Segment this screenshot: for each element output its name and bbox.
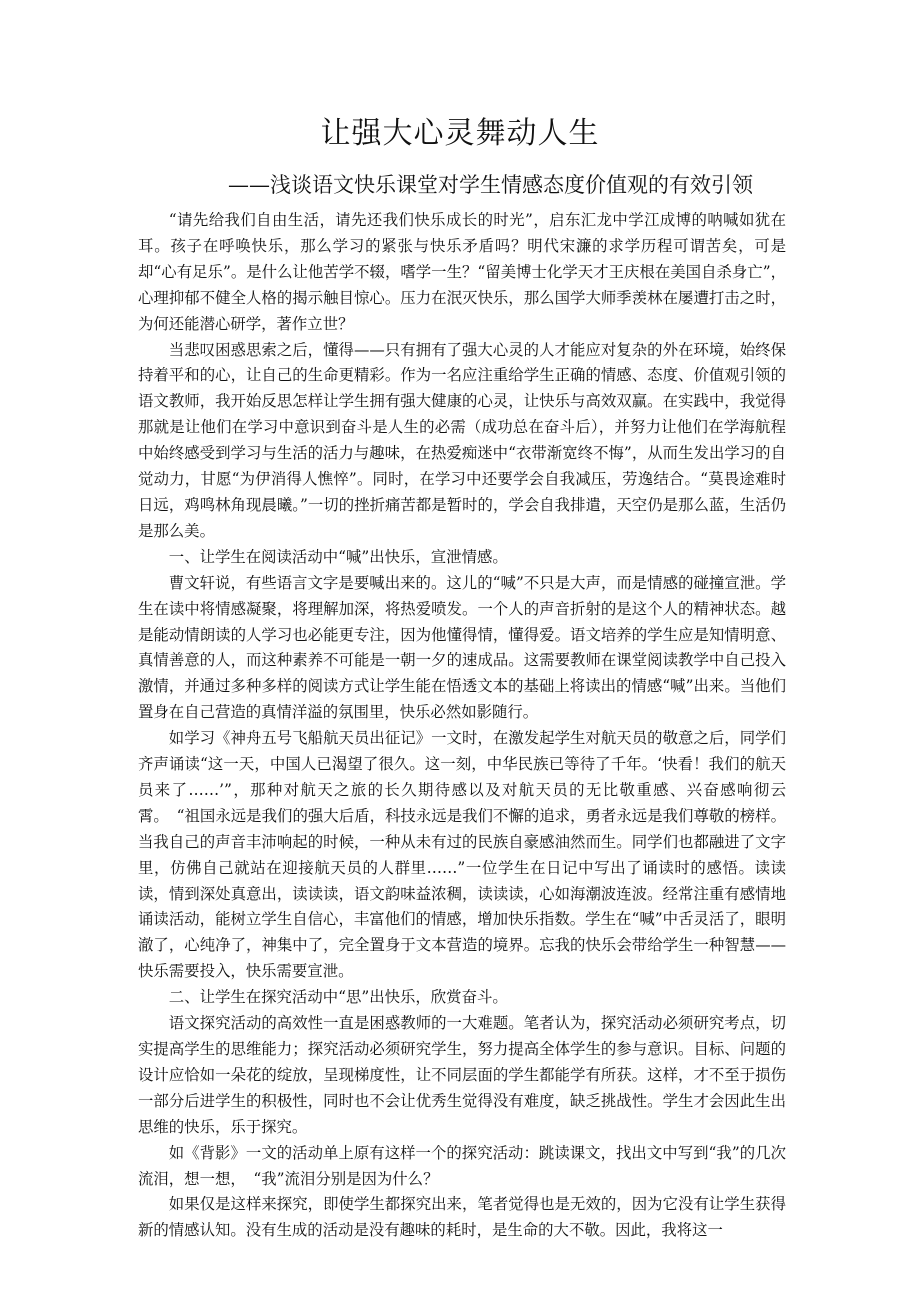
document-subtitle: ——浅谈语文快乐课堂对学生情感态度价值观的有效引领 — [228, 173, 753, 197]
paragraph: 当悲叹困惑思索之后，懂得——只有拥有了强大心灵的人才能应对复杂的外在环境，始终保持着平和的心，让自己的生命更精彩。作为一名应注重给学生正确的情感、态度、价值观引领的语文教师，我开始反思怎样让学生拥有强大健康的心灵，让快乐与高效双赢。在实践中，我觉得那就是让他们在学习中意识到奋斗是人生的必需（成功总在奋斗后），并努力让他们在学海航程中始终感受到学习与生活的活力与趣味，在热爱痴迷中“衣带渐宽终不悔”，从而生发出学习的自觉动力，甘愿“为伊消得人憔悴”。同时，在学习中还要学会自我减压，劳逸结合。“莫畏途难时日远，鸡鸣林角现晨曦。”一切的挫折痛苦都是暂时的，学会自我排遣，天空仍是那么蓝，生活仍是那么美。 — [138, 340, 786, 540]
paragraph: 如《背影》一文的活动单上原有这样一个的探究活动：跳读课文，找出文中写到“我”的几次流泪，想一想， “我”流泪分别是因为什么？ — [138, 1143, 786, 1188]
section-heading: 二、让学生在探究活动中“思”出快乐，欣赏奋斗。 — [168, 988, 508, 1007]
paragraph: 如学习《神舟五号飞船航天员出征记》一文时，在激发起学生对航天员的敬意之后，同学们齐声诵读“这一天，中国人已渴望了很久。这一刻，中华民族已等待了千年。‘快看！我们的航天员来了……’”，那种对航天之旅的长久期待感以及对航天员的无比敬重感、兴奋感响彻云霄。 “祖国永远是我们的强大后盾，科技永远是我们不懈的追求，勇者永远是我们尊敬的榜样。当我自己的声音丰沛响起的时候，一种从未有过的民族自豪感油然而生。同学们也都融进了文字里，仿佛自己就站在迎接航天员的人群里……”一位学生在日记中写出了诵读时的感悟。读读读，情到深处真意出，读读读，语文韵味益浓稠，读读读，心如海潮波连波。经常注重有感情地诵读活动，能树立学生自信心，丰富他们的情感，增加快乐指数。学生在“喊”中舌灵活了，眼明澈了，心纯净了，神集中了，完全置身于文本营造的境界。忘我的快乐会带给学生一种智慧——快乐需要投入，快乐需要宣泄。 — [138, 729, 786, 981]
paragraph: “请先给我们自由生活，请先还我们快乐成长的时光”，启东汇龙中学江成博的呐喊如犹在耳。孩子在呼唤快乐，那么学习的紧张与快乐矛盾吗？明代宋濂的求学历程可谓苦矣，可是却“心有足乐”。是什么让他苦学不辍，嗜学一生？“留美博士化学天才王庆根在美国自杀身亡”，心理抑郁不健全人格的揭示触目惊心。压力在泯灭快乐，那么国学大师季羡林在屡遭打击之时，为何还能潜心研学，著作立世？ — [138, 211, 786, 333]
paragraph: 语文探究活动的高效性一直是困惑教师的一大难题。笔者认为，探究活动必须研究考点，切实提高学生的思维能力；探究活动必须研究学生，努力提高全体学生的参与意识。目标、问题的设计应恰如一朵花的绽放，呈现梯度性，让不同层面的学生都能学有所获。这样，才不至于损伤一部分后进学生的积极性，同时也不会让优秀生觉得没有难度，缺乏挑战性。学生才会因此生出思维的快乐，乐于探究。 — [138, 1014, 786, 1136]
paragraph: 曹文轩说，有些语言文字是要喊出来的。这儿的“喊”不只是大声，而是情感的碰撞宣泄。学生在读中将情感凝聚，将理解加深，将热爱喷发。一个人的声音折射的是这个人的精神状态。越是能动情朗读的人学习也必能更专注，因为他懂得情，懂得爱。语文培养的学生应是知情明意、真情善意的人，而这种素养不可能是一朝一夕的速成品。这需要教师在课堂阅读教学中自己投入激情，并通过多种多样的阅读方式让学生能在悟透文本的基础上将读出的情感“喊”出来。当他们置身在自己营造的真情洋溢的氛围里，快乐必然如影随行。 — [138, 573, 786, 722]
document-body — [138, 208, 786, 1244]
section-heading: 一、让学生在阅读活动中“喊”出快乐，宣泄情感。 — [168, 547, 508, 566]
document-title: 让强大心灵舞动人生 — [320, 116, 600, 151]
paragraph: 如果仅是这样来探究，即使学生都探究出来，笔者觉得也是无效的，因为它没有让学生获得新的情感认知。没有生成的活动是没有趣味的耗时，是生命的大不敬。因此，我将这一 — [138, 1195, 786, 1240]
